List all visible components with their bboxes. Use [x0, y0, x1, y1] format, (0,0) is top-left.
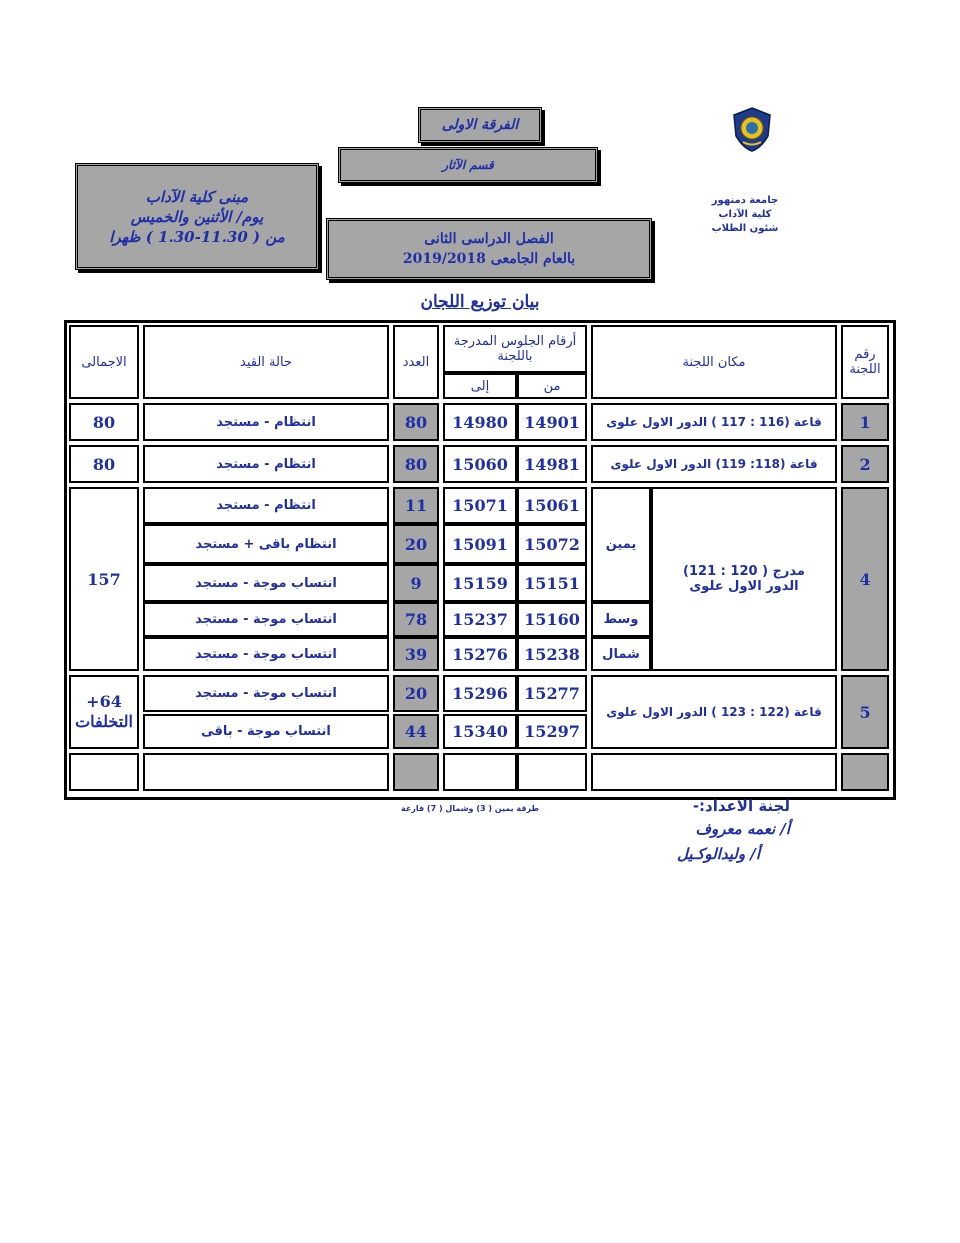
- count-cell: 80: [393, 403, 439, 441]
- status-cell: انتساب موجة - مستجد: [143, 564, 389, 602]
- header-status: حالة القيد: [143, 325, 389, 399]
- committee-no-cell: 1: [841, 403, 889, 441]
- header-total: الاجمالى: [69, 325, 139, 399]
- preparer-name: أ/ نعمه معروف: [695, 820, 790, 838]
- empty-cell: [143, 753, 389, 791]
- faculty-name: كلية الآداب: [718, 209, 772, 220]
- to-cell: 15340: [443, 714, 517, 749]
- header-count: العدد: [393, 325, 439, 399]
- prepared-by-label: لجنة الاعداد:-: [692, 797, 790, 815]
- status-cell: انتظام - مستجد: [143, 445, 389, 483]
- from-cell: 15061: [517, 487, 587, 524]
- academic-year-line: بالعام الجامعى 2019/2018: [402, 251, 576, 267]
- from-cell: 15072: [517, 524, 587, 564]
- status-cell: انتظام - مستجد: [143, 403, 389, 441]
- from-cell: 15160: [517, 602, 587, 637]
- days-line: يوم/ الأثنين والخميس: [130, 207, 264, 226]
- side-middle-label: وسط: [591, 602, 651, 637]
- committee-no-cell: 2: [841, 445, 889, 483]
- status-cell: انتظام باقى + مستجد: [143, 524, 389, 564]
- department-label: قسم الآثار: [442, 158, 494, 172]
- from-cell: 15151: [517, 564, 587, 602]
- side-right-label: يمين: [591, 487, 651, 602]
- status-cell: انتساب موجة - مستجد: [143, 602, 389, 637]
- location-cell: قاعة (116 : 117 ) الدور الاول علوى: [591, 403, 837, 441]
- status-cell: انتساب موجة - مستجد: [143, 637, 389, 671]
- total-cell: 157: [69, 487, 139, 671]
- empty-cell: [517, 753, 587, 791]
- preparer-name: أ/ وليدالوكـيل: [677, 845, 760, 863]
- to-cell: 15276: [443, 637, 517, 671]
- header-seat-numbers: أرقام الجلوس المدرجة باللجنة: [443, 325, 587, 373]
- count-cell: 44: [393, 714, 439, 749]
- committee-no-cell: 5: [841, 675, 889, 749]
- total-cell: 64+ التخلفات: [69, 675, 139, 749]
- from-cell: 15297: [517, 714, 587, 749]
- count-cell: 78: [393, 602, 439, 637]
- division-label: الفرقة الاولى: [441, 117, 519, 133]
- from-cell: 14981: [517, 445, 587, 483]
- empty-cell: [841, 753, 889, 791]
- page-title: بيان توزيع اللجان: [420, 292, 540, 312]
- committee-no-cell: 4: [841, 487, 889, 671]
- to-cell: 15091: [443, 524, 517, 564]
- term-line: الفصل الدراسى الثانى: [424, 231, 554, 247]
- count-cell: 20: [393, 524, 439, 564]
- university-block: [690, 194, 800, 236]
- location-cell: مدرج ( 120 : 121) الدور الاول علوى: [651, 487, 837, 671]
- to-cell: 15071: [443, 487, 517, 524]
- side-left-label: شمال: [591, 637, 651, 671]
- university-logo-icon: [731, 106, 773, 152]
- location-cell: قاعة (118: 119) الدور الاول علوى: [591, 445, 837, 483]
- to-cell: 15237: [443, 602, 517, 637]
- count-cell: 80: [393, 445, 439, 483]
- committee-table: [64, 320, 896, 800]
- status-cell: انتساب موجة - مستجد: [143, 675, 389, 712]
- to-cell: 14980: [443, 403, 517, 441]
- building-line: مبنى كلية الآداب: [145, 187, 249, 206]
- count-cell: 11: [393, 487, 439, 524]
- empty-cell: [443, 753, 517, 791]
- building-schedule-box: [75, 163, 319, 270]
- count-cell: 20: [393, 675, 439, 712]
- count-cell: 9: [393, 564, 439, 602]
- term-box: [326, 218, 652, 280]
- count-cell: 39: [393, 637, 439, 671]
- to-cell: 15296: [443, 675, 517, 712]
- university-name: جامعة دمنهور: [711, 195, 779, 206]
- time-line: من ( 11.30-1.30 ) ظهرا: [109, 227, 285, 246]
- empty-cell: [393, 753, 439, 791]
- status-cell: انتظام - مستجد: [143, 487, 389, 524]
- from-cell: 15238: [517, 637, 587, 671]
- division-box: [418, 107, 542, 143]
- empty-cell: [69, 753, 139, 791]
- header-from: من: [517, 373, 587, 399]
- location-cell: قاعة (122 : 123 ) الدور الاول علوى: [591, 675, 837, 749]
- empty-rows-note: طرقة يمين ( 3) وشمال ( 7) فارغة: [400, 804, 540, 813]
- from-cell: 15277: [517, 675, 587, 712]
- total-cell: 80: [69, 445, 139, 483]
- status-cell: انتساب موجة - باقى: [143, 714, 389, 749]
- to-cell: 15060: [443, 445, 517, 483]
- empty-cell: [591, 753, 837, 791]
- from-cell: 14901: [517, 403, 587, 441]
- header-location: مكان اللجنة: [591, 325, 837, 399]
- to-cell: 15159: [443, 564, 517, 602]
- office-name: شئون الطلاب: [711, 223, 779, 234]
- department-box: [338, 147, 598, 183]
- header-to: إلى: [443, 373, 517, 399]
- total-cell: 80: [69, 403, 139, 441]
- header-committee-no: رقم اللجنة: [841, 325, 889, 399]
